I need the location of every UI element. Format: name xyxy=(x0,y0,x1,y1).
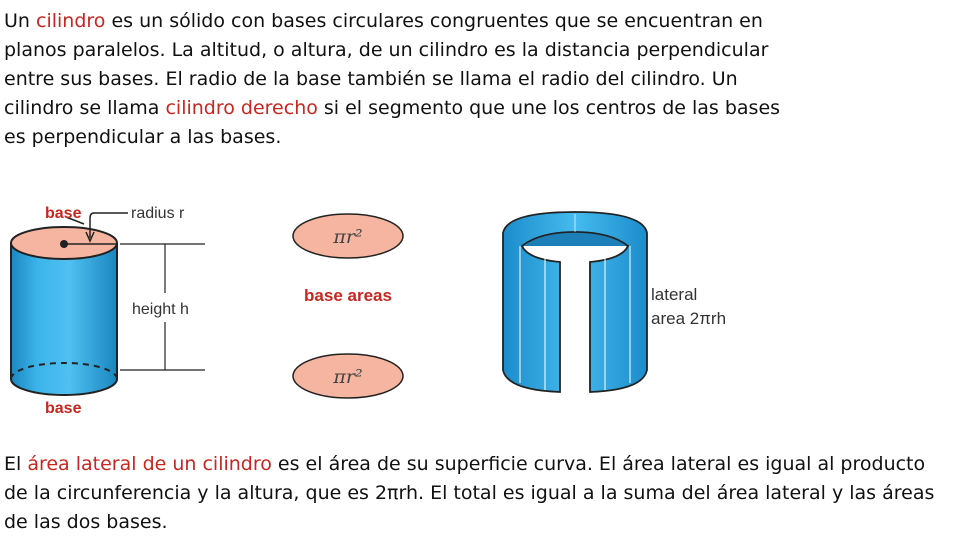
pi-r2-bottom: πr² xyxy=(333,366,363,388)
base-areas xyxy=(293,214,403,398)
pi-r2-top: πr² xyxy=(333,226,363,248)
closing-text-2: es el área de su superficie curva. El área lateral es igual al producto de la circunferencia y la altura, que es 2πrh. El total es igual a la suma del área lateral y las áreas de las dos bases. xyxy=(4,453,935,533)
label-radius: radius r xyxy=(131,205,185,222)
label-lateral-1: lateral xyxy=(651,285,698,304)
lateral-surface xyxy=(503,212,726,392)
intro-text-1: Un xyxy=(4,10,36,32)
term-area-lateral: área lateral de un cilindro xyxy=(27,453,272,475)
right-cylinder xyxy=(11,205,205,417)
label-base-areas: base areas xyxy=(304,286,392,305)
closing-text-1: El xyxy=(4,453,28,475)
label-base-bottom: base xyxy=(45,400,82,417)
term-cilindro: cilindro xyxy=(36,10,106,32)
intro-paragraph xyxy=(4,7,804,152)
closing-paragraph xyxy=(4,450,954,537)
label-base-top: base xyxy=(45,205,82,222)
intro-text-3: si el segmento que une los centros de las bases es perpendicular a las bases. xyxy=(4,97,781,148)
intro-text-2: es un sólido con bases circulares congruentes que se encuentran en planos paralelos. La altitud, o altura, de un cilindro es la distancia perpendicular entre sus bases. El radio de la base también se llama el radio del cilindro. Un cilindro se llama xyxy=(4,10,769,119)
cylinder-side xyxy=(11,243,117,395)
cylinder-figure xyxy=(0,180,960,430)
term-cilindro-derecho: cilindro derecho xyxy=(165,97,318,119)
label-height: height h xyxy=(132,301,189,318)
label-lateral-2: area 2πrh xyxy=(651,309,727,328)
